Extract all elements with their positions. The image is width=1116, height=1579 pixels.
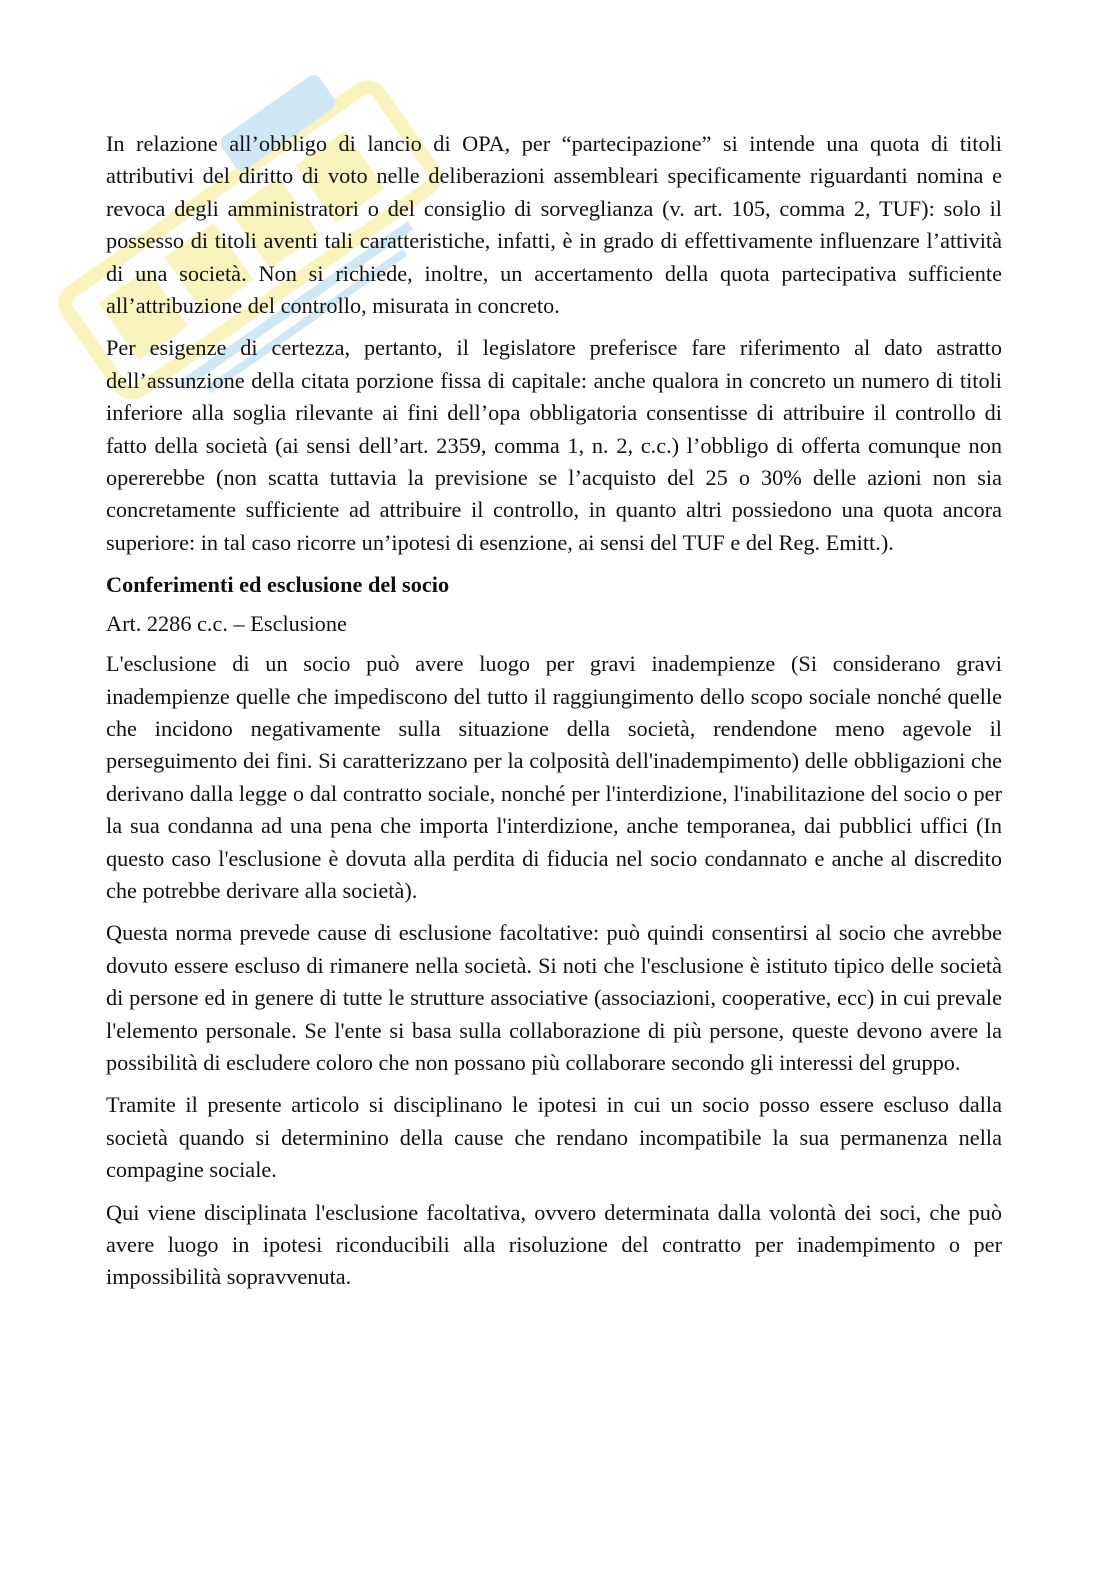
article-heading: Art. 2286 c.c. – Esclusione [106, 610, 347, 636]
document-page [106, 128, 1002, 1304]
paragraph-esclusione-facoltativa: Qui viene disciplinata l'esclusione facoltativa, ovvero determinata dalla volontà dei soci, che può avere luogo in ipotesi riconducibili alla risoluzione del contratto per inadempimento o per impossibilità sopravvenuta. [106, 1199, 1002, 1290]
paragraph-esigenze-certezza: Per esigenze di certezza, pertanto, il legislatore preferisce fare riferimento al dato astratto dell’assunzione della citata porzione fissa di capitale: anche qualora in concreto un numero di titoli inferiore alla soglia rilevante ai fini dell’opa obbligatoria consentisse di attribuire il controllo di fatto della società (ai sensi dell’art. 2359, comma 1, n. 2, c.c.) l’obbligo di offerta comunque non opererebbe (non scatta tuttavia la previsione se l’acquisto del 25 o 30% delle azioni non sia concretamente sufficiente ad attribuire il controllo, in quanto altri possiedono una quota ancora superiore: in tal caso ricorre un’ipotesi di esenzione, ai sensi del TUF e del Reg. Emitt.). [106, 335, 1002, 555]
paragraph-ipotesi-esclusione: Tramite il presente articolo si disciplinano le ipotesi in cui un socio posso essere escluso dalla società quando si determinino della cause che rendano incompatibile la sua permanenza nella compagine sociale. [106, 1092, 1002, 1183]
paragraph-opa-partecipazione: In relazione all’obbligo di lancio di OPA, per “partecipazione” si intende una quota di titoli attributivi del diritto di voto nelle deliberazioni assembleari specificamente riguardanti nomina e revoca degli amministratori o del consiglio di sorveglianza (v. art. 105, comma 2, TUF): solo il possesso di titoli aventi tali caratteristiche, infatti, è in grado di effettivamente influenzare l’attività di una società. Non si richiede, inoltre, un accertamento della quota partecipativa sufficiente all’attribuzione del controllo, misurata in concreto. [106, 131, 1002, 319]
section-heading: Conferimenti ed esclusione del socio [106, 572, 450, 598]
paragraph-esclusione-socio: L'esclusione di un socio può avere luogo per gravi inadempienze (Si considerano gravi inadempienze quelle che impediscono del tutto il raggiungimento dello scopo sociale nonché quelle che incidono negativamente sulla situazione della società, rendendone meno agevole il perseguimento dei fini. Si caratterizzano per la colposità dell'inadempimento) delle obbligazioni che derivano dalla legge o dal contratto sociale, nonché per l'interdizione, l'inabilitazione del socio o per la sua condanna ad una pena che importa l'interdizione, anche temporanea, dai pubblici uffici (In questo caso l'esclusione è dovuta alla perdita di fiducia nel socio condannato e anche al discredito che potrebbe derivare alla società). [106, 651, 1002, 903]
paragraph-cause-facoltative: Questa norma prevede cause di esclusione facoltative: può quindi consentirsi al socio che avrebbe dovuto essere escluso di rimanere nella società. Si noti che l'esclusione è istituto tipico delle società di persone ed in genere di tutte le strutture associative (associazioni, cooperative, ecc) in cui prevale l'elemento personale. Se l'ente si basa sulla collaborazione di più persone, queste devono avere la possibilità di escludere coloro che non possano più collaborare secondo gli interessi del gruppo. [106, 920, 1002, 1075]
